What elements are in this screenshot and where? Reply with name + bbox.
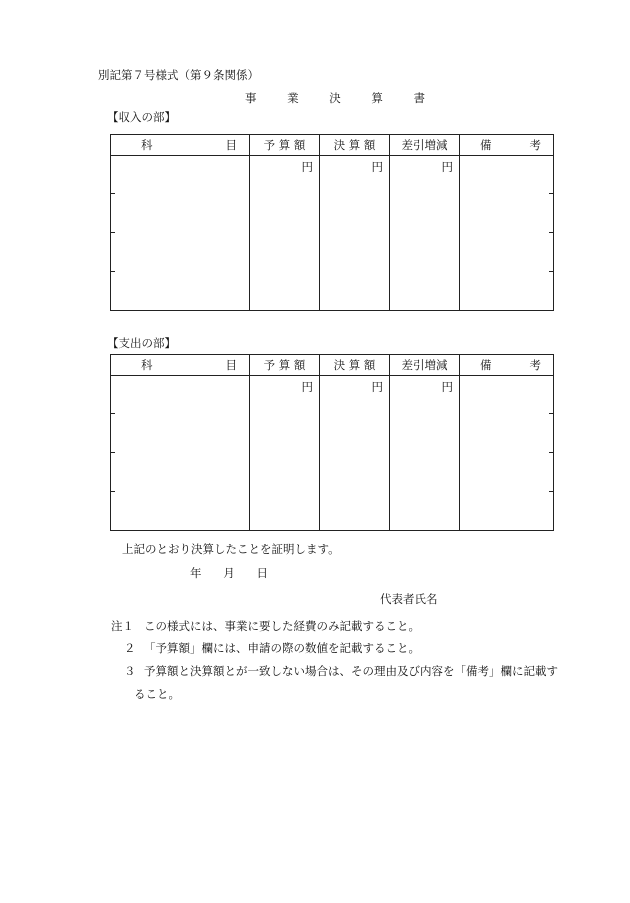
settlement-cell[interactable] [320, 376, 390, 531]
note-item [124, 663, 558, 679]
income-section-label: 【収入の部】 [107, 110, 176, 124]
budget-cell[interactable] [250, 156, 320, 311]
header-subject: 科 目 [111, 355, 250, 376]
title-char: 業 [287, 91, 299, 105]
settlement-cell[interactable] [320, 156, 390, 311]
note-item [111, 618, 420, 634]
row-tick [110, 413, 115, 414]
table-row [111, 156, 554, 311]
note-text: 「予算額」欄には、申請の際の数値を記載すること。 [144, 641, 420, 655]
note-number: 注１ [111, 619, 134, 633]
yen-unit: 円 [441, 380, 453, 394]
table-header-row [111, 355, 554, 376]
header-settlement: 決 算 額 [320, 355, 390, 376]
title-char: 決 [329, 91, 341, 105]
remarks-cell[interactable] [460, 376, 554, 531]
date-year: 年 [190, 566, 202, 580]
row-tick [110, 193, 115, 194]
note-text-continuation: ること。 [134, 687, 180, 701]
title-char: 事 [245, 91, 257, 105]
document-title [245, 90, 425, 106]
form-number: 別記第７号様式（第９条関係） [98, 68, 259, 82]
table-row [111, 376, 554, 531]
row-tick [549, 193, 554, 194]
row-tick [110, 271, 115, 272]
row-tick [549, 271, 554, 272]
row-tick [549, 413, 554, 414]
table-header-row [111, 135, 554, 156]
date-line [190, 565, 268, 581]
header-remarks: 備 考 [460, 355, 554, 376]
row-tick [549, 491, 554, 492]
header-settlement: 決 算 額 [320, 135, 390, 156]
difference-cell[interactable] [390, 156, 460, 311]
note-number: ２ [124, 641, 136, 655]
date-month: 月 [223, 566, 235, 580]
subject-cell[interactable] [111, 156, 250, 311]
note-text: 予算額と決算額とが一致しない場合は、その理由及び内容を「備考」欄に記載す [144, 664, 558, 678]
remarks-cell[interactable] [460, 156, 554, 311]
row-tick [110, 232, 115, 233]
note-text: この様式には、事業に要した経費のみ記載すること。 [144, 619, 420, 633]
header-remarks: 備 考 [460, 135, 554, 156]
difference-cell[interactable] [390, 376, 460, 531]
date-day: 日 [256, 566, 268, 580]
expense-table [110, 354, 554, 531]
income-table [110, 134, 554, 311]
header-budget: 予 算 額 [250, 135, 320, 156]
yen-unit: 円 [371, 380, 383, 394]
note-item [124, 640, 420, 656]
row-tick [549, 232, 554, 233]
yen-unit: 円 [441, 160, 453, 174]
certification-statement: 上記のとおり決算したことを証明します。 [122, 542, 340, 556]
header-difference: 差引増減 [390, 355, 460, 376]
subject-cell[interactable] [111, 376, 250, 531]
header-subject: 科 目 [111, 135, 250, 156]
title-char: 算 [371, 91, 383, 105]
row-tick [110, 491, 115, 492]
title-char: 書 [413, 91, 425, 105]
header-budget: 予 算 額 [250, 355, 320, 376]
row-tick [549, 452, 554, 453]
yen-unit: 円 [301, 160, 313, 174]
budget-cell[interactable] [250, 376, 320, 531]
note-number: ３ [124, 664, 136, 678]
representative-name-label: 代表者氏名 [380, 592, 438, 606]
yen-unit: 円 [371, 160, 383, 174]
row-tick [110, 452, 115, 453]
header-difference: 差引増減 [390, 135, 460, 156]
expense-section-label: 【支出の部】 [107, 336, 176, 350]
yen-unit: 円 [301, 380, 313, 394]
